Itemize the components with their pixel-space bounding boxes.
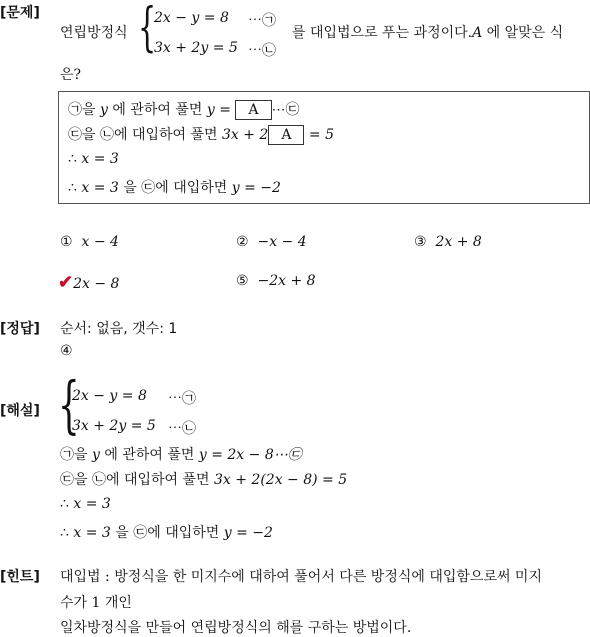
- process-line-1-var: y: [99, 102, 108, 118]
- problem-eq1: 2x − y = 8: [154, 10, 229, 26]
- solution-tag: [해설]: [0, 403, 40, 419]
- solution-line-3-pre: ∴: [60, 496, 74, 512]
- solution-line-4-mid: 을 ㉢에 대입하면: [110, 525, 224, 541]
- problem-eq2-ref: ⋯㉡: [248, 43, 276, 59]
- solution-line-2-pre: ㉢을 ㉡에 대입하여 풀면: [60, 472, 214, 488]
- process-line-2: [68, 124, 334, 145]
- hint-line-3: 일차방정식을 만들어 연립방정식의 해를 구하는 방법이다.: [60, 620, 412, 636]
- process-line-4-mid: 을 ㉢에 대입하면: [118, 180, 232, 196]
- problem-eq1-ref: ⋯㉠: [248, 13, 276, 29]
- hint-line-2-a: 수가: [60, 595, 92, 611]
- solution-line-1-mid: 에 관하여 풀면: [99, 447, 199, 463]
- solution-line-4-expr: x = 3: [73, 525, 111, 541]
- option-3-text: 2x + 8: [435, 234, 482, 250]
- option-2-text: −x − 4: [257, 234, 307, 250]
- answer-blank-box: A: [268, 125, 304, 145]
- solution-line-1: [60, 444, 302, 464]
- answer-value: ④: [60, 343, 73, 359]
- problem-intro: 연립방정식: [60, 25, 128, 41]
- process-line-1-mid: 에 관하여 풀면: [107, 102, 207, 118]
- process-line-2-expr: 3x + 2: [222, 127, 269, 143]
- process-line-4-expr: x = 3: [81, 180, 119, 196]
- problem-wrap: 은?: [60, 67, 82, 83]
- hint-line-1: 대입법 : 방정식을 한 미지수에 대하여 풀어서 다른 방정식에 대입함으로써 미지: [60, 569, 542, 585]
- problem-tail-var: A: [472, 25, 483, 41]
- solution-eq1: 2x − y = 8: [72, 388, 147, 404]
- hint-line-2: [60, 592, 132, 612]
- solution-line-4: [60, 522, 273, 542]
- solution-line-1-var: y: [91, 447, 100, 463]
- answer-meta: 순서: 없음, 갯수: 1: [60, 321, 178, 337]
- process-line-2-pre: ㉢을 ㉡에 대입하여 풀면: [68, 127, 222, 143]
- option-2[interactable]: [236, 234, 307, 250]
- answer-blank-box: A: [235, 100, 271, 120]
- solution-brace: {: [58, 368, 80, 441]
- process-line-1-post: ⋯㉢: [271, 102, 300, 118]
- solution-line-4-expr2: y = −2: [223, 525, 273, 541]
- solution-line-1-pre: ㉠을: [60, 447, 92, 463]
- problem-tail-text2: 에 알맞은 식: [482, 25, 564, 41]
- process-line-3: [68, 151, 119, 167]
- problem-eq2: 3x + 2y = 5: [154, 40, 238, 56]
- option-5[interactable]: [236, 273, 316, 289]
- problem-tail: [292, 22, 563, 42]
- solution-line-4-pre: ∴: [60, 525, 74, 541]
- solution-line-1-expr: y = 2x − 8⋯㉢: [198, 447, 302, 463]
- problem-tail-text: 를 대입법으로 푸는 과정이다.: [292, 25, 473, 41]
- option-3-num: ③: [414, 234, 427, 250]
- process-line-4-expr2: y = −2: [231, 180, 281, 196]
- solution-line-2-expr: 3x + 2(2x − 8) = 5: [214, 472, 348, 488]
- process-line-1-expr: y =: [206, 102, 231, 118]
- process-line-4: [68, 177, 281, 197]
- option-3[interactable]: [414, 234, 482, 250]
- solution-eq2: 3x + 2y = 5: [72, 418, 156, 434]
- process-line-1-pre: ㉠을: [68, 102, 100, 118]
- option-4-text: 2x − 8: [73, 276, 120, 292]
- hint-line-2-b: 개인: [100, 595, 132, 611]
- option-5-num: ⑤: [236, 273, 249, 289]
- solution-line-3-expr: x = 3: [73, 496, 111, 512]
- option-1[interactable]: [60, 234, 119, 250]
- option-4[interactable]: [58, 272, 119, 293]
- hint-line-2-num: 1: [91, 595, 101, 611]
- checkmark-icon: ✔: [58, 272, 74, 293]
- problem-brace: {: [138, 0, 157, 58]
- solution-eq1-ref: ⋯㉠: [168, 391, 196, 407]
- option-2-num: ②: [236, 234, 249, 250]
- process-line-1: [68, 99, 300, 120]
- answer-tag: [정답]: [0, 321, 40, 337]
- option-1-num: ①: [60, 234, 73, 250]
- hint-tag: [힌트]: [0, 569, 40, 585]
- option-1-text: x − 4: [81, 234, 119, 250]
- process-line-2-post: = 5: [308, 127, 335, 143]
- solution-line-3: [60, 496, 111, 512]
- option-5-text: −2x + 8: [257, 273, 316, 289]
- process-line-3-expr: x = 3: [81, 151, 119, 167]
- process-line-3-pre: ∴: [68, 151, 82, 167]
- problem-tag: [문제]: [0, 5, 40, 21]
- solution-eq2-ref: ⋯㉡: [168, 421, 196, 437]
- solution-line-2: [60, 469, 347, 489]
- process-line-4-pre: ∴: [68, 180, 82, 196]
